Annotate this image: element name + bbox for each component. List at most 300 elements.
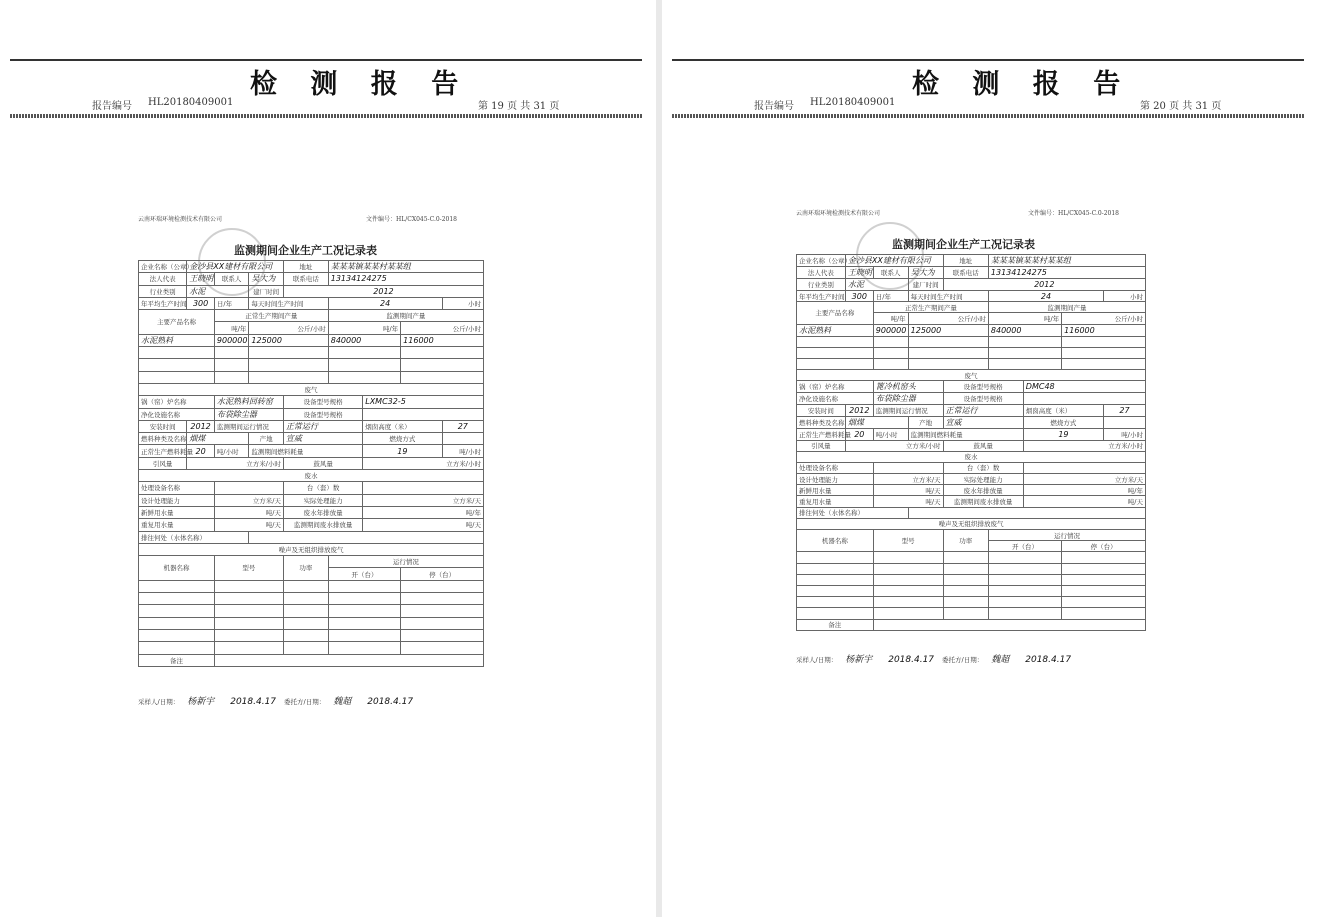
form-cell [908,358,988,369]
form-cell [283,617,328,629]
enterprise-value: 金沙县XX建材有限公司 [845,255,943,267]
form-row [797,255,1146,267]
form-cell: 备注 [797,619,874,630]
form-cell: 24 [328,297,442,309]
form-row [797,347,1146,358]
form-cell: 燃烧方式 [1023,417,1103,429]
form-cell: 布袋除尘器 [214,408,283,420]
form-cell: 立方米/小时 [187,457,284,469]
form-row [139,310,484,322]
form-cell [1062,552,1146,563]
form-cell [988,347,1061,358]
form-cell: 公斤/小时 [908,313,988,324]
form-cell: LXMC32-5 [363,396,484,408]
form-cell: 年平均生产时间 [139,297,187,309]
form-cell [214,359,249,371]
section-exhaust: 废气 [797,370,1146,381]
form-row [139,506,484,518]
form-cell [797,563,874,574]
form-cell: 吨/年 [988,313,1061,324]
report-no-label: 报告编号 [92,101,132,112]
form-cell [214,629,283,641]
form-title: 监测期间企业生产工况记录表 [234,244,377,257]
form-cell: 鼓风量 [283,457,362,469]
form-cell [214,642,283,654]
sign-sampler_label: 采样人/日期： [138,697,180,706]
form-cell: 2012 [283,285,483,297]
form-cell [363,482,484,494]
form-cell: 王晓明 [187,273,215,285]
form-cell: 设备型号规格 [283,408,362,420]
form-row [797,358,1146,369]
form-cell: 排往何处（水体名称） [139,531,249,543]
address-value: 某某某镇某某村某某组 [328,261,483,273]
sampler-date: 2018.4.17 [230,696,277,707]
form-cell: 小时 [442,297,483,309]
form-row [797,302,1146,313]
form-cell [943,563,988,574]
form-row [139,543,484,555]
sampler-date: 2018.4.17 [888,654,935,665]
form-cell: 型号 [873,530,943,552]
form-row [797,563,1146,574]
product-value: 水泥熟料 [139,334,215,346]
form-cell: 吨/天 [363,519,484,531]
form-cell: 监测期间运行情况 [214,420,283,432]
form-cell: 运行情况 [988,530,1145,541]
form-cell: 300 [187,297,215,309]
form-cell: 净化设施名称 [797,393,874,405]
form-row [797,619,1146,630]
form-cell: 监测期间燃料耗量 [908,429,1023,440]
form-cell [797,608,874,619]
report-no: HL20180409001 [148,97,234,108]
form-cell: 台（套）数 [283,482,362,494]
form-cell [401,605,484,617]
form-cell: 布袋除尘器 [873,393,943,405]
form-row [797,552,1146,563]
form-cell: 水泥 [187,285,249,297]
form-cell: 吨/天 [214,519,283,531]
section-noise: 噪声及无组织排放废气 [797,518,1146,529]
form-cell [328,347,400,359]
form-cell: 吨/小时 [442,445,483,457]
report-page-2 [662,0,1318,917]
form-cell [328,642,400,654]
work-condition-table [796,254,1146,631]
form-company-header: 云南环瑞环境检测技术有限公司 [138,216,223,223]
form-cell: 日/年 [873,291,908,302]
form-cell: 地址 [943,255,988,267]
form-cell: 840000 [988,324,1061,336]
form-cell: 建厂时间 [908,279,943,291]
form-cell [1062,563,1146,574]
form-cell [797,336,874,347]
form-cell: 125000 [908,324,988,336]
form-cell [988,597,1061,608]
form-cell [249,371,328,383]
form-cell [328,359,400,371]
form-row [139,408,484,420]
section-exhaust: 废气 [139,383,484,395]
form-cell: 正常生产燃料耗量 [139,445,187,457]
form-cell [214,593,283,605]
form-row [139,445,484,457]
form-row [139,433,484,445]
sign-client_label: 委托方/日期： [942,655,984,664]
signature-line [138,694,421,707]
form-cell [943,574,988,585]
form-cell [214,347,249,359]
form-cell: 吨/天 [873,496,943,507]
form-cell: 建厂时间 [249,285,284,297]
form-cell [283,642,328,654]
form-row [139,285,484,297]
form-row [139,347,484,359]
form-cell [401,371,484,383]
form-cell: 净化设施名称 [139,408,215,420]
form-cell: 公斤/小时 [1062,313,1146,324]
form-cell: 联系电话 [943,267,988,279]
form-cell [1062,336,1146,347]
form-cell: 24 [988,291,1103,302]
form-row [797,474,1146,485]
form-row [139,642,484,654]
form-cell [873,336,908,347]
form-cell: 20 [845,429,873,440]
form-cell: 安装时间 [797,405,846,417]
header-dash-rule [10,114,642,118]
form-cell [401,593,484,605]
form-cell: 2012 [187,420,215,432]
form-cell [328,629,400,641]
form-cell: 运行情况 [328,556,483,568]
form-row [797,291,1146,302]
form-company-header: 云南环瑞环境检测技术有限公司 [796,210,881,217]
form-cell: 125000 [249,334,328,346]
form-cell [328,593,400,605]
form-cell [139,605,215,617]
form-row [139,654,484,666]
form-cell [401,629,484,641]
form-row [797,381,1146,393]
form-cell: 116000 [401,334,484,346]
form-cell: 吨/小时 [1104,429,1146,440]
form-cell [988,336,1061,347]
form-cell [988,574,1061,585]
form-cell: 立方米/天 [1023,474,1145,485]
phone-value: 13134124275 [328,273,483,285]
form-cell: 地址 [283,261,328,273]
page-title: 检 测 报 告 [912,69,1133,100]
form-cell: 行业类别 [797,279,846,291]
form-doc-no: 文件编号：HL/CX045-C.0-2018 [366,216,457,223]
form-cell: 监测期间运行情况 [873,405,943,417]
form-cell: 吨/年 [1023,485,1145,496]
form-doc-no: 文件编号：HL/CX045-C.0-2018 [1028,210,1119,217]
form-cell: 水泥熟料回转窑 [214,396,283,408]
form-cell [214,482,283,494]
form-cell [1062,597,1146,608]
form-cell [1062,358,1146,369]
form-cell [283,629,328,641]
form-cell [988,358,1061,369]
form-cell [214,654,483,666]
form-row [139,371,484,383]
form-cell: 小时 [1104,291,1146,302]
form-row [797,370,1146,381]
header-rule [10,59,642,61]
form-cell [1062,347,1146,358]
form-cell: 吨/年 [363,506,484,518]
form-cell [139,593,215,605]
form-cell: 王晓明 [845,267,873,279]
form-cell [401,359,484,371]
form-cell: 烟煤 [845,417,908,429]
form-cell: 机器名称 [139,556,215,581]
form-row [139,261,484,273]
report-no-label: 报告编号 [754,101,794,112]
form-cell: 设计处理能力 [797,474,874,485]
form-cell: 处理设备名称 [139,482,215,494]
form-cell: 篦冷机窑头 [873,381,943,393]
form-cell: 吨/天 [873,485,943,496]
form-cell: 烟囱高度（米） [1023,405,1103,417]
form-row [797,485,1146,496]
form-cell [283,593,328,605]
form-row [139,334,484,346]
form-cell [401,580,484,592]
form-row [797,324,1146,336]
form-cell [797,358,874,369]
section-wastewater: 废水 [139,470,484,482]
form-row [797,417,1146,429]
form-cell [873,552,943,563]
form-cell [797,347,874,358]
form-row [797,597,1146,608]
form-cell: 开（台） [328,568,400,580]
form-cell [988,563,1061,574]
form-cell: 吴大为 [908,267,943,279]
phone-value: 13134124275 [988,267,1145,279]
form-row [797,518,1146,529]
form-cell: 联系电话 [283,273,328,285]
form-cell: 开（台） [988,541,1061,552]
form-cell [1023,462,1145,473]
form-cell: 实际处理能力 [283,494,362,506]
form-row [139,359,484,371]
form-cell [943,585,988,596]
form-cell: 锅（窑）炉名称 [139,396,215,408]
form-cell [873,619,1145,630]
form-row [797,574,1146,585]
form-cell: 设备型号规格 [943,393,1023,405]
product-value: 水泥熟料 [797,324,874,336]
form-cell: 吨/天 [214,506,283,518]
work-condition-table [138,260,484,667]
form-cell: 立方米/天 [873,474,943,485]
form-cell: 主要产品名称 [139,310,215,335]
form-row [797,451,1146,462]
form-cell: 新鲜用水量 [139,506,215,518]
sign-client_label: 委托方/日期： [284,697,326,706]
form-cell [214,617,283,629]
form-cell: 监测期间燃料耗量 [249,445,363,457]
form-cell: 900000 [873,324,908,336]
form-cell: 产地 [908,417,943,429]
form-cell: 吨/小时 [214,445,249,457]
form-row [139,494,484,506]
form-cell: 烟煤 [187,433,249,445]
form-cell [873,585,943,596]
form-cell [873,563,943,574]
form-cell: 锅（窑）炉名称 [797,381,874,393]
form-row [139,273,484,285]
form-cell [139,617,215,629]
form-cell [873,347,908,358]
form-cell [328,371,400,383]
page-info: 第 20 页 共 31 页 [1140,101,1222,112]
sign-sampler_label: 采样人/日期： [796,655,838,664]
form-cell: 年平均生产时间 [797,291,846,302]
form-cell [1104,417,1146,429]
form-cell: 设备型号规格 [283,396,362,408]
form-cell: 2012 [845,405,873,417]
form-cell: 设计处理能力 [139,494,215,506]
header-rule [672,59,1304,61]
form-cell: 停（台） [401,568,484,580]
form-cell: 900000 [214,334,249,346]
form-cell: 19 [1023,429,1103,440]
form-cell: 监测期间废水排放量 [943,496,1023,507]
form-cell: 机器名称 [797,530,874,552]
form-cell: 每天时间生产时间 [908,291,988,302]
form-cell [139,580,215,592]
form-row [797,585,1146,596]
form-cell: 台（套）数 [943,462,1023,473]
form-cell [873,597,943,608]
form-cell [797,552,874,563]
form-cell: 废水年排放量 [943,485,1023,496]
form-cell [988,585,1061,596]
form-cell [283,580,328,592]
form-cell: 排往何处（水体名称） [797,507,909,518]
form-cell: 水泥 [845,279,908,291]
form-cell: 116000 [1062,324,1146,336]
form-cell: 型号 [214,556,283,581]
client-date: 2018.4.17 [367,696,414,707]
signature-line [796,652,1079,665]
form-row [139,396,484,408]
form-cell: 实际处理能力 [943,474,1023,485]
form-cell [249,531,484,543]
form-cell: 19 [363,445,442,457]
form-cell: 300 [845,291,873,302]
form-cell: 公斤/小时 [249,322,328,334]
form-cell [908,507,1145,518]
form-cell: 功率 [943,530,988,552]
form-cell: 正常生产期间产量 [873,302,988,313]
form-cell [283,605,328,617]
form-cell [1062,585,1146,596]
form-row [139,420,484,432]
form-row [139,531,484,543]
form-cell: 吨/小时 [873,429,908,440]
form-cell: 功率 [283,556,328,581]
form-row [139,605,484,617]
form-cell: 正常运行 [943,405,1023,417]
form-cell: 法人代表 [797,267,846,279]
form-cell [988,552,1061,563]
client-date: 2018.4.17 [1025,654,1072,665]
form-cell: 引风量 [139,457,187,469]
form-row [797,496,1146,507]
form-cell: DMC48 [1023,381,1145,393]
form-cell: 联系人 [873,267,908,279]
form-cell: 监测期间产量 [328,310,483,322]
form-cell [214,605,283,617]
form-cell [873,574,943,585]
form-cell: 处理设备名称 [797,462,874,473]
form-row [139,297,484,309]
client-signature: 魏超 [991,654,1010,665]
form-cell [943,597,988,608]
form-cell [401,347,484,359]
form-row [797,507,1146,518]
form-cell: 吨/天 [1023,496,1145,507]
form-cell: 企业名称（公章） [139,261,187,273]
form-cell: 吴大为 [249,273,284,285]
form-cell [363,408,484,420]
form-cell [1023,393,1145,405]
form-cell: 吨/年 [214,322,249,334]
form-cell [908,347,988,358]
form-row [797,336,1146,347]
form-cell: 立方米/天 [214,494,283,506]
form-row [797,267,1146,279]
form-cell: 日/年 [214,297,249,309]
section-noise: 噪声及无组织排放废气 [139,543,484,555]
form-cell [214,580,283,592]
form-cell [797,574,874,585]
form-cell: 公斤/小时 [401,322,484,334]
form-cell: 27 [1104,405,1146,417]
form-row [139,629,484,641]
form-cell [943,552,988,563]
form-cell: 法人代表 [139,273,187,285]
form-cell: 宣威 [283,433,362,445]
form-cell: 废水年排放量 [283,506,362,518]
form-cell [873,462,943,473]
form-row [797,462,1146,473]
form-row [139,470,484,482]
address-value: 某某某镇某某村某某组 [988,255,1145,267]
form-cell [328,617,400,629]
form-cell [214,371,249,383]
form-cell: 重复用水量 [797,496,874,507]
form-cell: 立方米/小时 [363,457,484,469]
form-cell: 新鲜用水量 [797,485,874,496]
form-row [139,617,484,629]
form-cell: 监测期间废水排放量 [283,519,362,531]
form-cell [1062,608,1146,619]
form-cell [139,347,215,359]
form-cell: 设备型号规格 [943,381,1023,393]
form-cell: 正常运行 [283,420,362,432]
form-cell: 840000 [328,334,400,346]
page-info: 第 19 页 共 31 页 [478,101,560,112]
form-cell [328,605,400,617]
